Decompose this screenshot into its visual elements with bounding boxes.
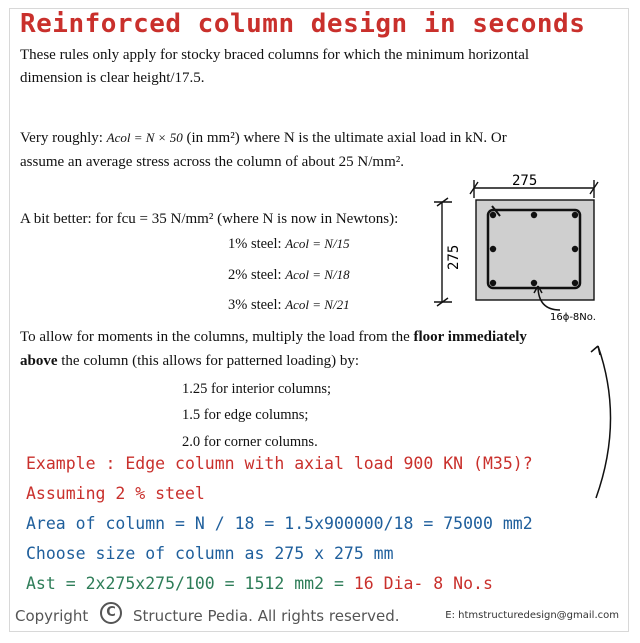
page-title: Reinforced column design in seconds xyxy=(20,9,586,39)
copyright-icon: C xyxy=(100,602,122,624)
rough-line-2: assume an average stress across the column of about 25 N/mm². xyxy=(20,154,404,170)
steel-row-formula: Acol = N/21 xyxy=(285,297,350,312)
steel-row-label: 1% steel: xyxy=(228,236,282,252)
example-assumption: Assuming 2 % steel xyxy=(26,484,205,503)
rough-prefix: Very roughly: xyxy=(20,130,103,146)
width-dimension-label: 275 xyxy=(512,173,538,189)
steel-row-formula: Acol = N/18 xyxy=(285,267,350,282)
moments-bold-2: above xyxy=(20,353,58,369)
moments-text-1: To allow for moments in the columns, multiply the load from the xyxy=(20,329,414,345)
factor-corner: 2.0 for corner columns. xyxy=(182,434,318,450)
moments-text-2: the column (this allows for patterned loading) by: xyxy=(57,353,360,369)
factor-edge: 1.5 for edge columns; xyxy=(182,407,309,423)
steel-row-1 xyxy=(228,236,350,253)
factor-interior: 1.25 for interior columns; xyxy=(182,381,332,397)
steel-row-2 xyxy=(228,267,350,284)
moments-bold-1: floor immediately xyxy=(413,329,527,345)
height-dimension-label: 275 xyxy=(446,244,462,270)
better-text: A bit better: for fcu = 35 N/mm² (where N is now in Newtons): xyxy=(20,211,399,227)
rebar-label: 16ϕ-8No. xyxy=(550,312,596,323)
example-size: Choose size of column as 275 x 275 mm xyxy=(26,544,394,563)
example-steel xyxy=(26,574,493,593)
steel-row-label: 3% steel: xyxy=(228,297,282,313)
rough-units: (in mm²) where N is the ultimate axial load in kN. Or xyxy=(186,130,507,146)
intro-text: These rules only apply for stocky braced columns for which the minimum horizontal dimension is clear height/17.5. xyxy=(20,47,530,86)
column-section-sketch xyxy=(428,160,628,500)
rough-formula: Acol = N × 50 xyxy=(106,130,183,145)
example-heading: Example : Edge column with axial load 900 KN (M35)? xyxy=(26,454,533,473)
example-steel-result: 16 Dia- 8 No.s xyxy=(353,574,493,593)
footer xyxy=(9,599,629,632)
owner-text: Structure Pedia. All rights reserved. xyxy=(133,607,400,625)
steel-row-3 xyxy=(228,297,350,314)
rough-line-1 xyxy=(20,126,620,150)
copyright-label: Copyright xyxy=(15,607,89,625)
steel-row-formula: Acol = N/15 xyxy=(285,236,350,251)
contact-email: E: htmstructuredesign@gmail.com xyxy=(445,610,619,621)
steel-row-label: 2% steel: xyxy=(228,267,282,283)
example-steel-calc: Ast = 2x275x275/100 = 1512 mm2 = xyxy=(26,574,354,593)
example-area: Area of column = N / 18 = 1.5x900000/18 = 75000 mm2 xyxy=(26,514,533,533)
